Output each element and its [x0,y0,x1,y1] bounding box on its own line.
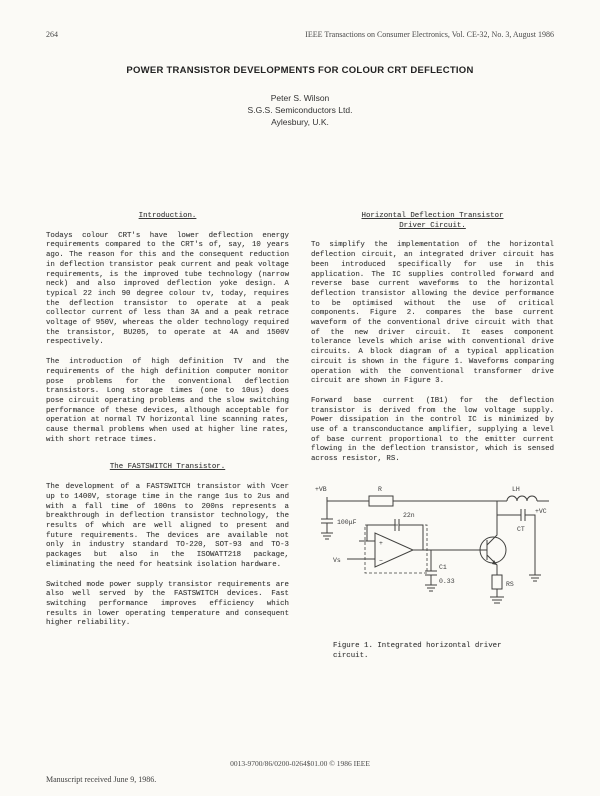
copyright-line: 0013-9700/86/0200-0264$01.00 © 1986 IEEE [230,759,370,768]
figure-label-plus-input: + [379,539,383,547]
journal-citation: IEEE Transactions on Consumer Electronics, Vol. CE-32, No. 3, August 1986 [305,30,554,39]
driver-circuit-heading [311,212,554,231]
introduction-heading: Introduction. [138,212,197,220]
figure-label-vc: +VC [535,507,547,515]
resistor-rs-symbol [492,575,502,589]
author-affiliation: S.G.S. Semiconductors Ltd. [247,105,353,115]
figure-label-rs: RS [506,580,514,588]
figure-1 [311,475,554,661]
figure-label-minus-input: − [379,557,383,565]
figure-label-c1-value: 0.33 [439,577,455,585]
left-column [46,212,289,661]
figure-label-vb-supply: +VB [315,485,327,493]
figure-label-c1: C1 [439,563,447,571]
ic-outline [365,525,427,573]
figure-label-vs: Vs [333,556,341,564]
page-header [46,30,554,39]
driver-circuit-heading-line2: Driver Circuit. [399,221,466,230]
body-columns [46,212,554,661]
circuit-diagram [311,475,555,633]
author-location: Aylesbury, U.K. [271,117,329,127]
figure-label-ct: CT [517,525,525,533]
figure-label-feedback-cap: 22n [403,511,415,519]
fastswitch-heading: The FASTSWITCH Transistor. [109,463,226,472]
figure-label-supply-cap: 100μF [337,518,357,526]
introduction-paragraph-1: Todays colour CRT's have lower deflection energy requirements compared to the CRT's of, say, 10 years ago. The reason for this and the consequent reduction in deflection transistor peak current and peak voltage requirements, is the improved tube technology (narrow neck) and also improved deflection yoke design. A typical 22 inch 90 degree colour tv, today, requires the deflection transistor to operate at a peak collector current of less than 3A and a peak retrace voltage of 950V, whereas the older technology required the transistor, BU205, to operate at 4A and 1500V respectively. [46,231,289,347]
figure-caption: Figure 1. Integrated horizontal driver circuit. [333,641,502,660]
figure-label-r: R [378,485,382,493]
paper-title: POWER TRANSISTOR DEVELOPMENTS FOR COLOUR CRT DEFLECTION [126,65,474,76]
driver-circuit-heading-line1: Horizontal Deflection Transistor [361,212,504,220]
fastswitch-paragraph-1: The development of a FASTSWITCH transistor with Vcer up to 1400V, storage time in the range 1us to 2us and with a fall time of 100ns to 200ns represents a breakthrough in deflection transistor technology, the results of which are well aligned to present and future requirements. The devices are available not only in industry standard TO-220, SOT-93 and TO-3 packages but also in the ISOWATT218 package, eliminating the need for heatsink isolation hardware. [46,483,289,569]
introduction-paragraph-2: The introduction of high definition TV and the requirements of the high definition computer monitor pose problems for the conventional deflection transistors. Long storage times (one to 10us) does pose circuit operating problems and the slow switching performance of these devices, although acceptable for operation at normal TV horizontal line scanning rates, cause thermal problems when used at higher line rates, with short retrace times. [46,358,289,444]
driver-paragraph-2: Forward base current (IB1) for the deflection transistor is derived from the low voltage supply. Power dissipation in the control IC is minimized by use of a transconductance amplifier, supplying a level of base current proportional to the emitter current flowing in the deflection transistor, which is sensed across resistor, RS. [311,396,554,464]
author-block [46,92,554,128]
author-name: Peter S. Wilson [270,93,330,103]
figure-label-lh: LH [512,485,520,493]
page-number: 264 [46,30,58,39]
manuscript-note: Manuscript received June 9, 1986. [46,775,157,784]
resistor-r-symbol [369,496,393,506]
right-column [311,212,554,661]
fastswitch-paragraph-2: Switched mode power supply transistor requirements are also well served by the FASTSWITCH devices. Fast switching performance improves efficiency which results in lower operating temperature and consequent higher reliability. [46,580,289,628]
driver-paragraph-1: To simplify the implementation of the horizontal deflection circuit, an integrated driver circuit has been introduced specifically for use in this application. The IC supplies controlled forward and reverse base current waveforms to the horizontal deflection transistor allowing the device performance to be optimised without the use of critical components. Figure 2. compares the base current waveform of the conventional drive circuit with that of the new driver circuit. It eases component tolerance levels which arise with conventional drive circuits. A block diagram of a typical application circuit is shown in the figure 1. Waveforms comparing operation with the conventional transformer drive circuit are shown in Figure 3. [311,241,554,386]
fastswitch-section [46,463,289,629]
